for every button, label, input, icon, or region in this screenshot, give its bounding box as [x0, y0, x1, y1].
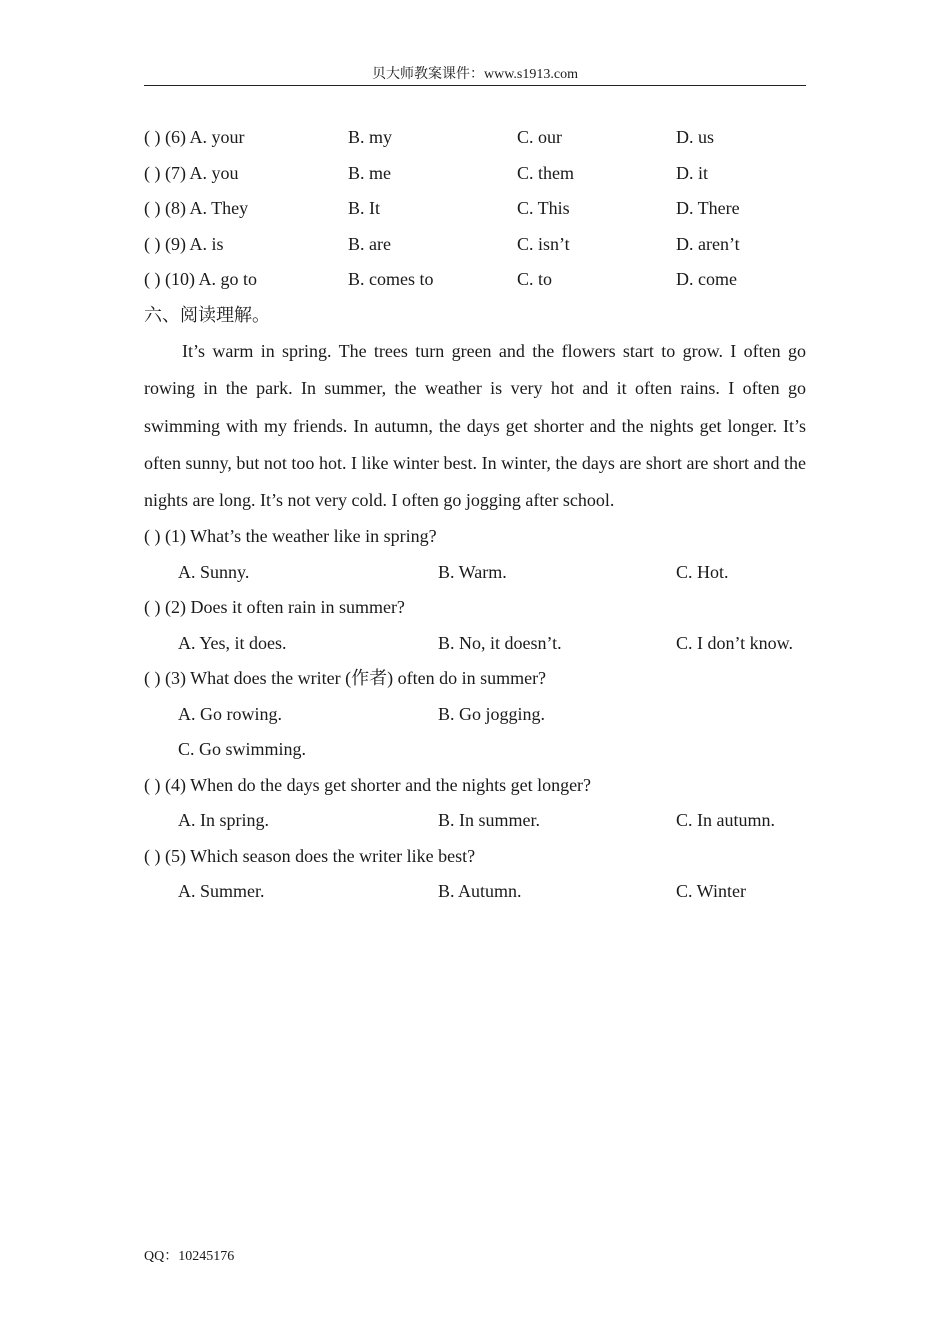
question-stem: ( ) (5) Which season does the writer like best?	[144, 845, 476, 866]
section-title: 六、阅读理解。	[144, 304, 270, 325]
question-stem: ( ) (4) When do the days get shorter and the nights get longer?	[144, 774, 592, 795]
choice-item-option-c: C. our	[517, 127, 562, 147]
choice-item-7	[144, 156, 806, 192]
choice-item-option-c: C. This	[517, 198, 570, 218]
choice-item-option-a: ( ) (9) A. is	[144, 233, 224, 254]
choice-item-option-b: B. me	[348, 162, 391, 183]
option-b: B. No, it doesn’t.	[438, 632, 562, 653]
choice-item-option-a: ( ) (7) A. you	[144, 162, 239, 183]
option-c: C. Hot.	[676, 561, 729, 582]
option-a: A. Yes, it does.	[178, 632, 287, 653]
choice-item-option-d: D. us	[676, 127, 715, 147]
option-b: B. Go jogging.	[438, 703, 546, 724]
passage-text: It’s warm in spring. The trees turn green and the flowers start to grow. I often go rowing in the park. In summer, the weather is very hot and it often rains. I often go swimming with my friends. In autumn, the days get shorter and the nights get longer. It’s often sunny, but not too hot. I like winter best. In winter, the days are short are short and the nights are long. It’s not very cold. I often go jogging after school.	[144, 341, 806, 511]
question-options	[144, 732, 806, 768]
option-a: A. Summer.	[178, 881, 265, 902]
choice-item-option-d: D. aren’t	[676, 233, 740, 254]
question-stem: ( ) (1) What’s the weather like in spring?	[144, 526, 437, 547]
choice-item-option-b: B. comes to	[348, 269, 434, 289]
choice-item-option-c: C. to	[517, 269, 553, 289]
choice-item-option-b: B. It	[348, 198, 381, 218]
question-options	[144, 803, 806, 839]
choice-item-option-b: B. my	[348, 127, 393, 147]
choice-item-8	[144, 191, 806, 227]
worksheet-content	[144, 120, 806, 910]
choice-item-option-b: B. are	[348, 233, 391, 254]
option-a: A. Go rowing.	[178, 703, 282, 724]
question-options	[144, 555, 806, 591]
option-c: C. Winter	[676, 881, 746, 902]
question-options	[144, 626, 806, 662]
choice-item-option-a: ( ) (8) A. They	[144, 198, 249, 218]
header-divider	[144, 85, 806, 86]
question-options	[144, 874, 806, 910]
page-header: 贝大师教案课件：www.s1913.com	[372, 67, 578, 82]
option-b: B. Autumn.	[438, 881, 522, 902]
option-a: A. Sunny.	[178, 561, 250, 582]
choice-item-option-d: D. come	[676, 269, 737, 289]
choice-item-option-a: ( ) (10) A. go to	[144, 269, 257, 289]
choice-item-option-d: D. There	[676, 198, 740, 218]
page-footer: QQ：10245176	[144, 1249, 235, 1264]
question-stem: ( ) (2) Does it often rain in summer?	[144, 597, 405, 618]
choice-item-10	[144, 262, 806, 298]
choice-item-6	[144, 120, 806, 156]
option-c: C. In autumn.	[676, 810, 775, 831]
option-b: B. Warm.	[438, 561, 507, 582]
choice-item-option-a: ( ) (6) A. your	[144, 127, 245, 147]
question-stem: ( ) (3) What does the writer (作者) often do in summer?	[144, 668, 547, 689]
choice-item-option-c: C. isn’t	[517, 233, 570, 254]
choice-item-option-c: C. them	[517, 162, 574, 183]
choice-item-9	[144, 227, 806, 263]
option-b: B. In summer.	[438, 810, 540, 831]
option-c: C. Go swimming.	[178, 739, 307, 760]
option-c: C. I don’t know.	[676, 632, 793, 653]
reading-passage	[144, 333, 806, 519]
option-a: A. In spring.	[178, 810, 269, 831]
question-options	[144, 697, 806, 733]
choice-item-option-d: D. it	[676, 162, 709, 183]
